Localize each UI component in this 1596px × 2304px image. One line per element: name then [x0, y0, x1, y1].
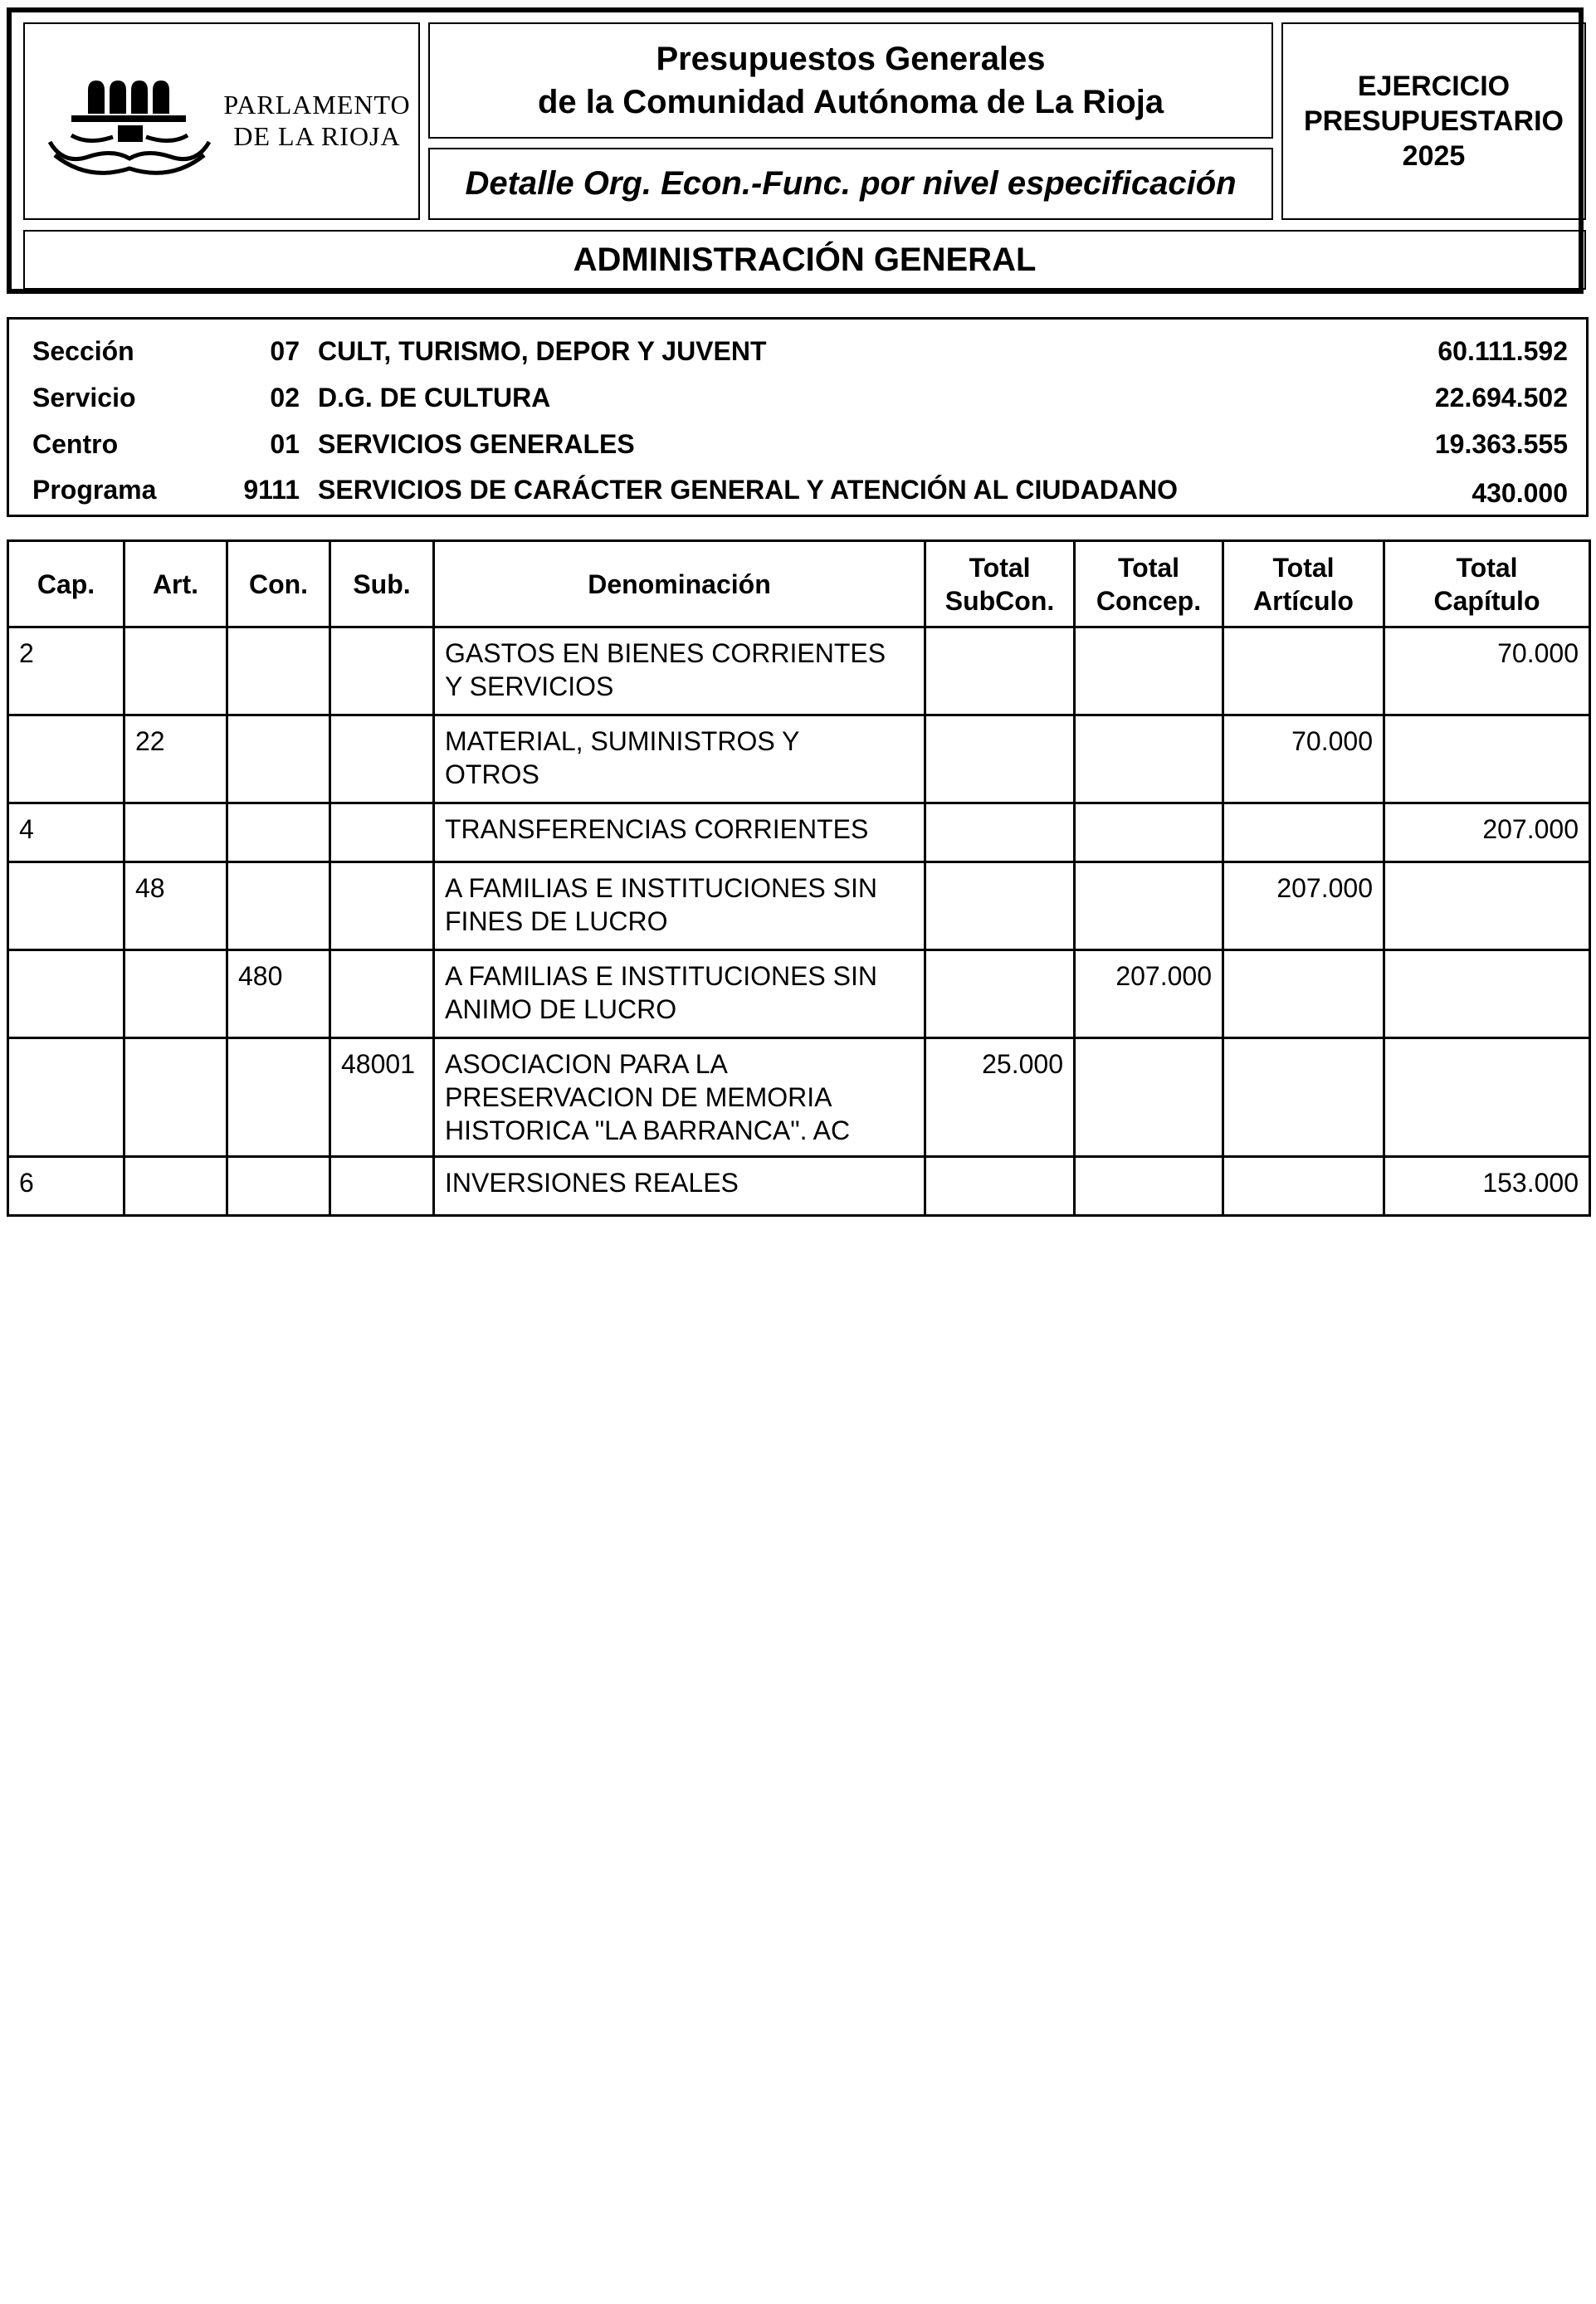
document-header — [7, 7, 1584, 294]
cell-con — [227, 862, 330, 950]
cell-total-subcon — [925, 627, 1075, 715]
programa-desc: SERVICIOS DE CARÁCTER GENERAL Y ATENCIÓN AL CIUDADANO — [318, 475, 1178, 505]
logo-text — [209, 89, 425, 152]
cell-total-articulo — [1223, 1038, 1384, 1157]
centro-code: 01 — [270, 429, 300, 459]
servicio-amount: 22.694.502 — [1434, 383, 1568, 412]
parlamento-logo-icon — [38, 66, 221, 182]
servicio-label: Servicio — [32, 383, 136, 412]
ejercicio-line1: EJERCICIO — [1357, 71, 1511, 102]
logo-box — [23, 22, 420, 220]
cell-art — [124, 627, 227, 715]
ejercicio-line2: PRESUPUESTARIO — [1304, 105, 1564, 137]
servicio-row — [9, 374, 1586, 417]
cell-total-subcon: 25.000 — [925, 1038, 1075, 1157]
col-header-total-subcon: Total SubCon. — [925, 541, 1075, 627]
cell-con: 480 — [227, 950, 330, 1038]
cell-total-capitulo — [1384, 862, 1590, 950]
cell-denominacion: ASOCIACION PARA LA PRESERVACION DE MEMORIA HISTORICA "LA BARRANCA". AC — [434, 1038, 925, 1157]
cell-art — [124, 1038, 227, 1157]
document-subtitle: Detalle Org. Econ.-Func. por nivel especificación — [428, 148, 1273, 220]
cell-total-articulo — [1223, 627, 1384, 715]
col-header-total-capitulo: Total Capítulo — [1384, 541, 1590, 627]
centro-desc: SERVICIOS GENERALES — [318, 429, 635, 459]
ejercicio-year: 2025 — [1402, 140, 1466, 172]
col-header-denominacion: Denominación — [434, 541, 925, 627]
cell-total-articulo — [1223, 803, 1384, 862]
centro-label: Centro — [32, 429, 119, 459]
cell-total-articulo: 207.000 — [1223, 862, 1384, 950]
programa-row — [9, 466, 1586, 510]
cell-total-articulo — [1223, 950, 1384, 1038]
cell-cap — [8, 862, 124, 950]
table-row — [8, 1157, 1590, 1216]
cell-cap — [8, 1038, 124, 1157]
cell-denominacion: MATERIAL, SUMINISTROS Y OTROS — [434, 715, 925, 803]
cell-total-articulo: 70.000 — [1223, 715, 1384, 803]
logo-text-line1: PARLAMENTO — [223, 90, 411, 120]
cell-total-subcon — [925, 803, 1075, 862]
cell-sub — [330, 862, 434, 950]
seccion-row — [9, 328, 1586, 371]
title-line2: de la Comunidad Autónoma de La Rioja — [537, 84, 1164, 120]
cell-sub — [330, 715, 434, 803]
title-line1: Presupuestos Generales — [656, 41, 1046, 77]
cell-cap: 4 — [8, 803, 124, 862]
cell-total-capitulo — [1384, 715, 1590, 803]
programa-code: 9111 — [243, 475, 300, 505]
table-row — [8, 803, 1590, 862]
cell-total-concep — [1075, 715, 1223, 803]
table-row — [8, 627, 1590, 715]
centro-row — [9, 421, 1586, 464]
col-header-sub: Sub. — [330, 541, 434, 627]
cell-total-capitulo: 153.000 — [1384, 1157, 1590, 1216]
programa-label: Programa — [32, 475, 157, 505]
cell-sub — [330, 950, 434, 1038]
seccion-label: Sección — [32, 336, 134, 366]
col-header-total-concep: Total Concep. — [1075, 541, 1223, 627]
cell-total-concep: 207.000 — [1075, 950, 1223, 1038]
servicio-desc: D.G. DE CULTURA — [318, 383, 551, 412]
cell-art — [124, 1157, 227, 1216]
table-row — [8, 862, 1590, 950]
cell-total-subcon — [925, 862, 1075, 950]
cell-sub: 48001 — [330, 1038, 434, 1157]
col-header-con: Con. — [227, 541, 330, 627]
cell-total-concep — [1075, 803, 1223, 862]
cell-art: 22 — [124, 715, 227, 803]
col-header-art: Art. — [124, 541, 227, 627]
cell-con — [227, 1157, 330, 1216]
cell-con — [227, 715, 330, 803]
section-info — [7, 317, 1589, 517]
seccion-code: 07 — [270, 336, 300, 366]
document-title — [428, 22, 1273, 139]
cell-total-articulo — [1223, 1157, 1384, 1216]
cell-total-capitulo: 70.000 — [1384, 627, 1590, 715]
cell-total-concep — [1075, 862, 1223, 950]
programa-amount: 430.000 — [1472, 478, 1568, 508]
cell-denominacion: TRANSFERENCIAS CORRIENTES — [434, 803, 925, 862]
cell-total-concep — [1075, 1157, 1223, 1216]
cell-cap — [8, 950, 124, 1038]
cell-con — [227, 627, 330, 715]
cell-art — [124, 803, 227, 862]
cell-total-subcon — [925, 1157, 1075, 1216]
cell-total-concep — [1075, 1038, 1223, 1157]
cell-total-capitulo — [1384, 950, 1590, 1038]
seccion-amount: 60.111.592 — [1437, 336, 1568, 366]
cell-total-subcon — [925, 715, 1075, 803]
cell-con — [227, 803, 330, 862]
cell-art — [124, 950, 227, 1038]
administracion-title: ADMINISTRACIÓN GENERAL — [23, 230, 1586, 290]
cell-denominacion: A FAMILIAS E INSTITUCIONES SIN ANIMO DE LUCRO — [434, 950, 925, 1038]
cell-sub — [330, 1157, 434, 1216]
cell-art: 48 — [124, 862, 227, 950]
table-row — [8, 1038, 1590, 1157]
centro-amount: 19.363.555 — [1434, 429, 1568, 459]
cell-sub — [330, 803, 434, 862]
cell-cap: 6 — [8, 1157, 124, 1216]
cell-denominacion: A FAMILIAS E INSTITUCIONES SIN FINES DE LUCRO — [434, 862, 925, 950]
cell-denominacion: GASTOS EN BIENES CORRIENTES Y SERVICIOS — [434, 627, 925, 715]
cell-total-subcon — [925, 950, 1075, 1038]
cell-total-capitulo: 207.000 — [1384, 803, 1590, 862]
servicio-code: 02 — [270, 383, 300, 412]
table-row — [8, 715, 1590, 803]
seccion-desc: CULT, TURISMO, DEPOR Y JUVENT — [318, 336, 767, 366]
cell-con — [227, 1038, 330, 1157]
ejercicio-box — [1281, 22, 1586, 220]
cell-total-capitulo — [1384, 1038, 1590, 1157]
col-header-total-articulo: Total Artículo — [1223, 541, 1384, 627]
table-row — [8, 950, 1590, 1038]
table-header-row — [8, 541, 1590, 627]
cell-denominacion: INVERSIONES REALES — [434, 1157, 925, 1216]
logo-text-line2: DE LA RIOJA — [233, 121, 401, 151]
cell-total-concep — [1075, 627, 1223, 715]
cell-cap: 2 — [8, 627, 124, 715]
cell-cap — [8, 715, 124, 803]
cell-sub — [330, 627, 434, 715]
budget-table — [7, 539, 1591, 1217]
col-header-cap: Cap. — [8, 541, 124, 627]
